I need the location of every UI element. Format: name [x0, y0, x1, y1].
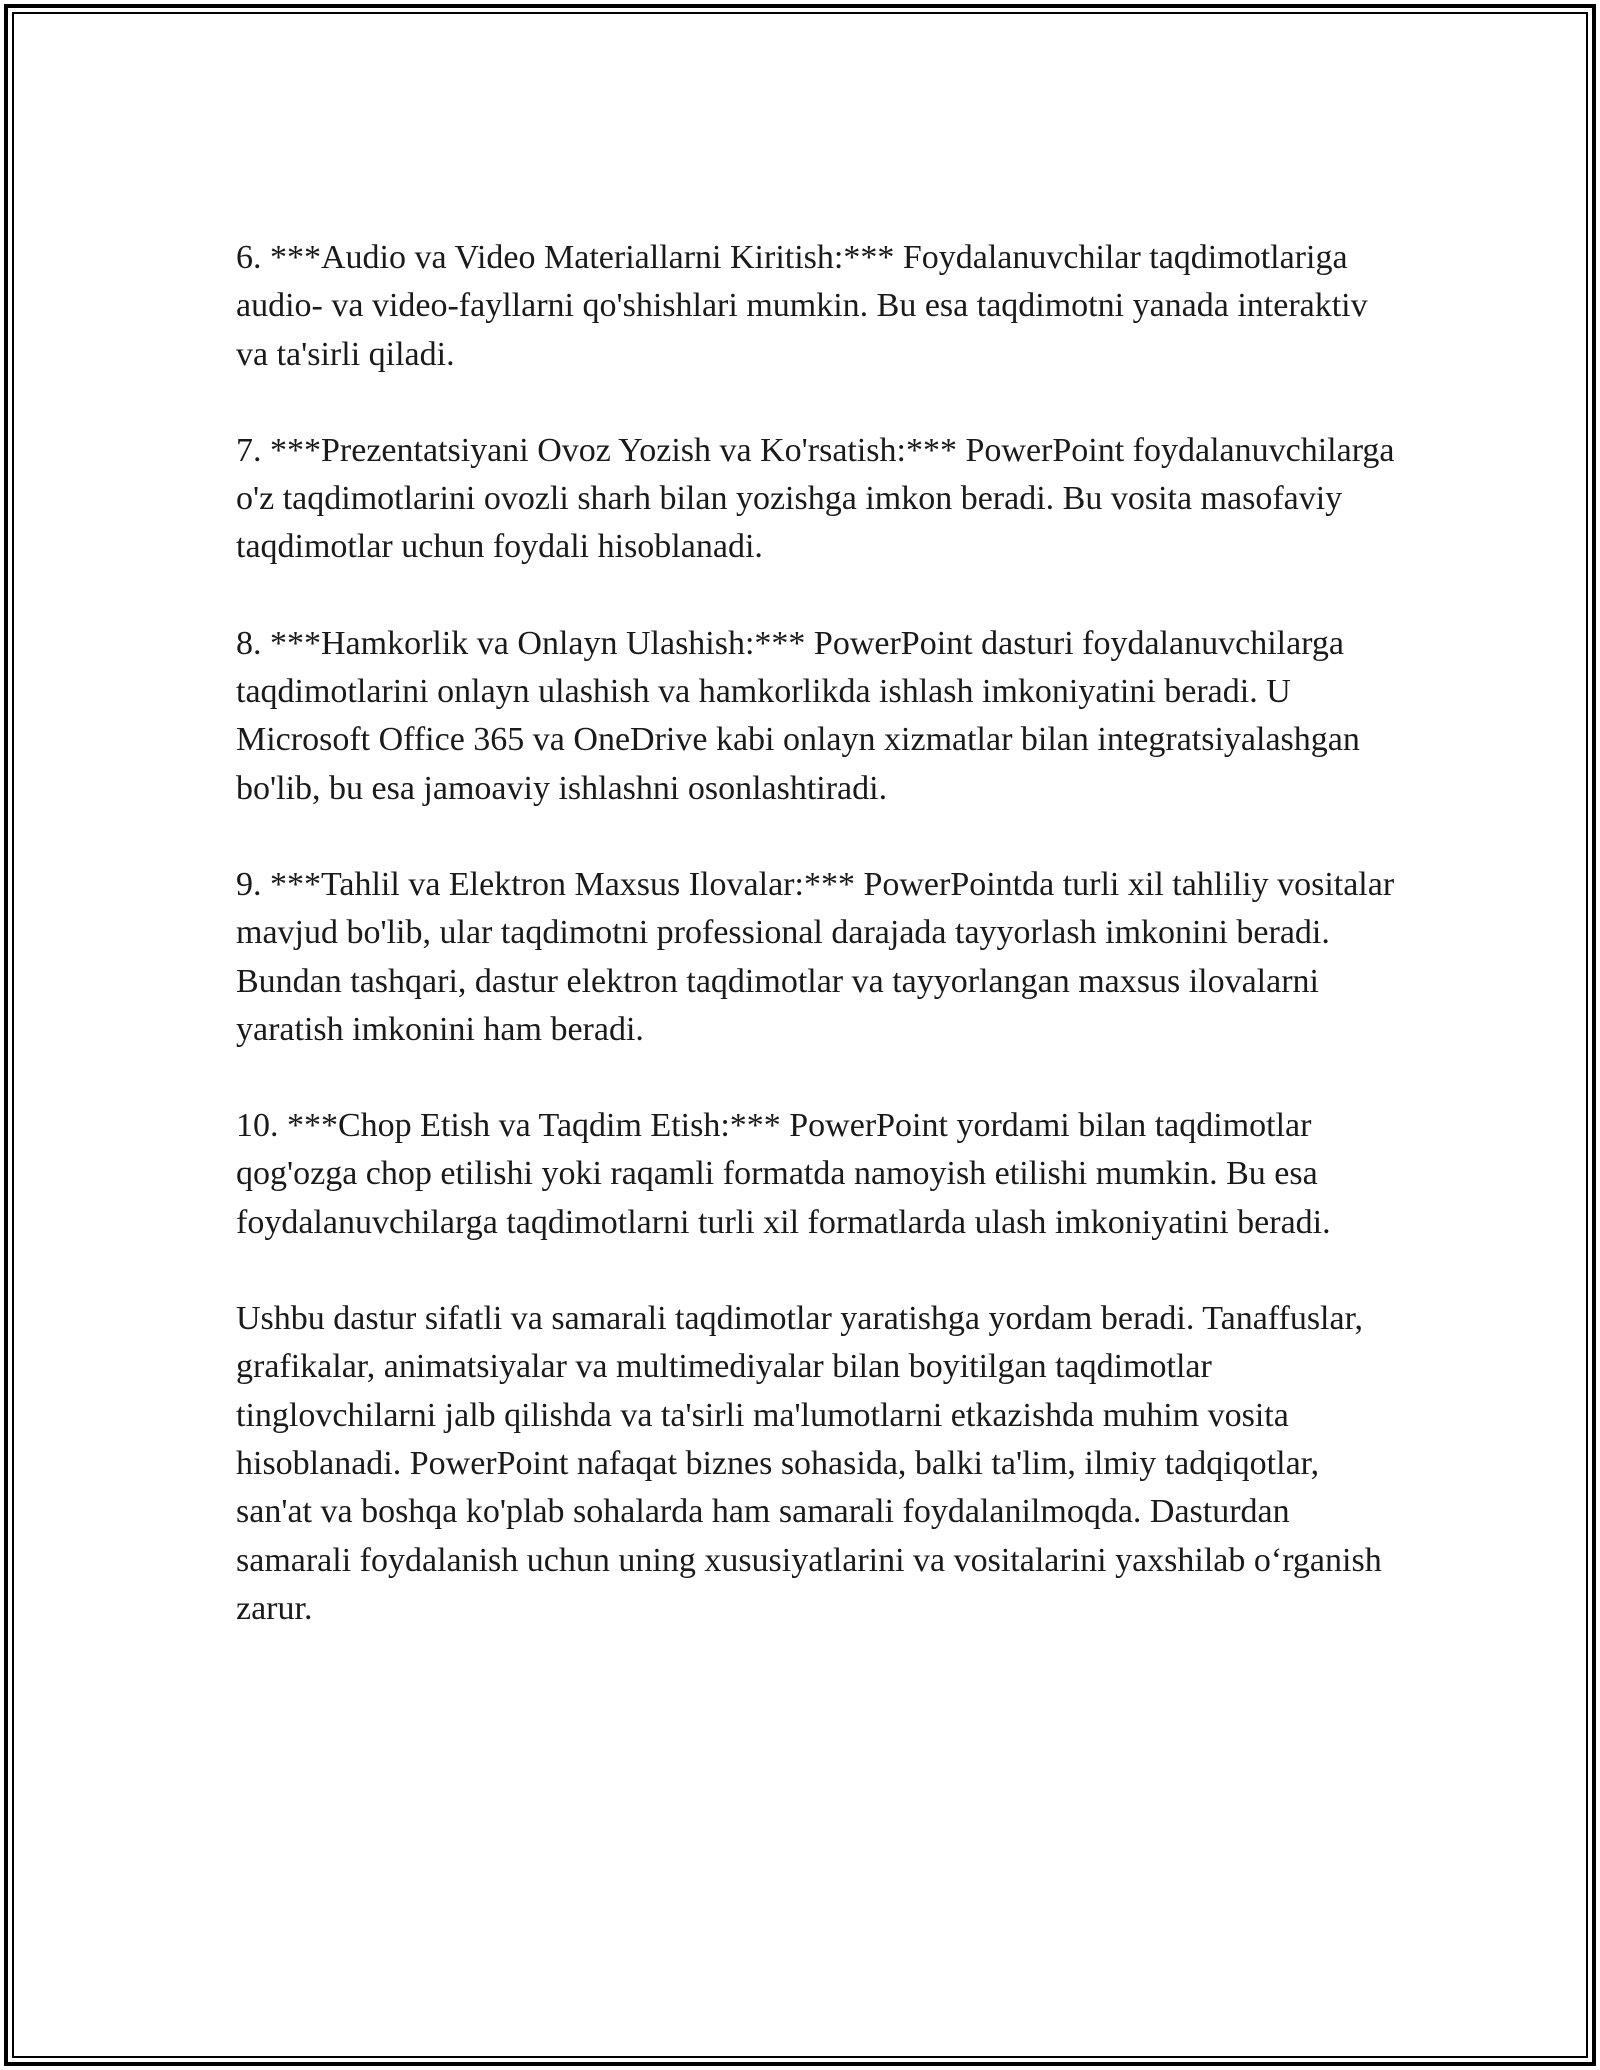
paragraph-item-10: 10. ***Chop Etish va Taqdim Etish:*** PowerPoint yordami bilan taqdimotlar qog'ozga chop etilishi yoki raqamli formatda namoyish etilishi mumkin. Bu esa foydalanuvchilarga taqdimotlarni turli xil formatlarda ulash imkoniyatini beradi.	[236, 1107, 1331, 1241]
paragraph-item-9: 9. ***Tahlil va Elektron Maxsus Ilovalar:*** PowerPointda turli xil tahliliy vositalar mavjud bo'lib, ular taqdimotni professional darajada tayyorlash imkonini beradi. Bundan tashqari, dastur elektron taqdimotlar va tayyorlangan maxsus ilovalarni yaratish imkonini ham beradi.	[236, 865, 1395, 1048]
paragraph-item-7: 7. ***Prezentatsiyani Ovoz Yozish va Ko'rsatish:*** PowerPoint foydalanuvchilarga o'z taqdimotlarini ovozli sharh bilan yozishga imkon beradi. Bu vosita masofaviy taqdimotlar uchun foydali hisoblanadi.	[236, 431, 1395, 566]
paragraph-item-6: 6. ***Audio va Video Materiallarni Kiritish:*** Foydalanuvchilar taqdimotlariga audio- va video-fayllarni qo'shishlari mumkin. Bu esa taqdimotni yanada interaktiv va ta'sirli qiladi.	[236, 239, 1368, 373]
document-body	[236, 234, 1396, 1633]
paragraph-conclusion: Ushbu dastur sifatli va samarali taqdimotlar yaratishga yordam beradi. Tanaffuslar, grafikalar, animatsiyalar va multimediyalar bilan boyitilgan taqdimotlar tinglovchilarni jalb qilishda va ta'sirli ma'lumotlarni etkazishda muhim vosita hisoblanadi. PowerPoint nafaqat biznes sohasida, balki ta'lim, ilmiy tadqiqotlar, san'at va boshqa ko'plab sohalarda ham samarali foydalanilmoqda. Dasturdan samarali foydalanish uchun uning xususiyatlarini va vositalarini yaxshilab oʻrganish zarur.	[236, 1300, 1382, 1627]
paragraph-item-8: 8. ***Hamkorlik va Onlayn Ulashish:*** PowerPoint dasturi foydalanuvchilarga taqdimotlarini onlayn ulashish va hamkorlikda ishlash imkoniyatini beradi. U Microsoft Office 365 va OneDrive kabi onlayn xizmatlar bilan integratsiyalashgan bo'lib, bu esa jamoaviy ishlashni osonlashtiradi.	[236, 624, 1360, 807]
